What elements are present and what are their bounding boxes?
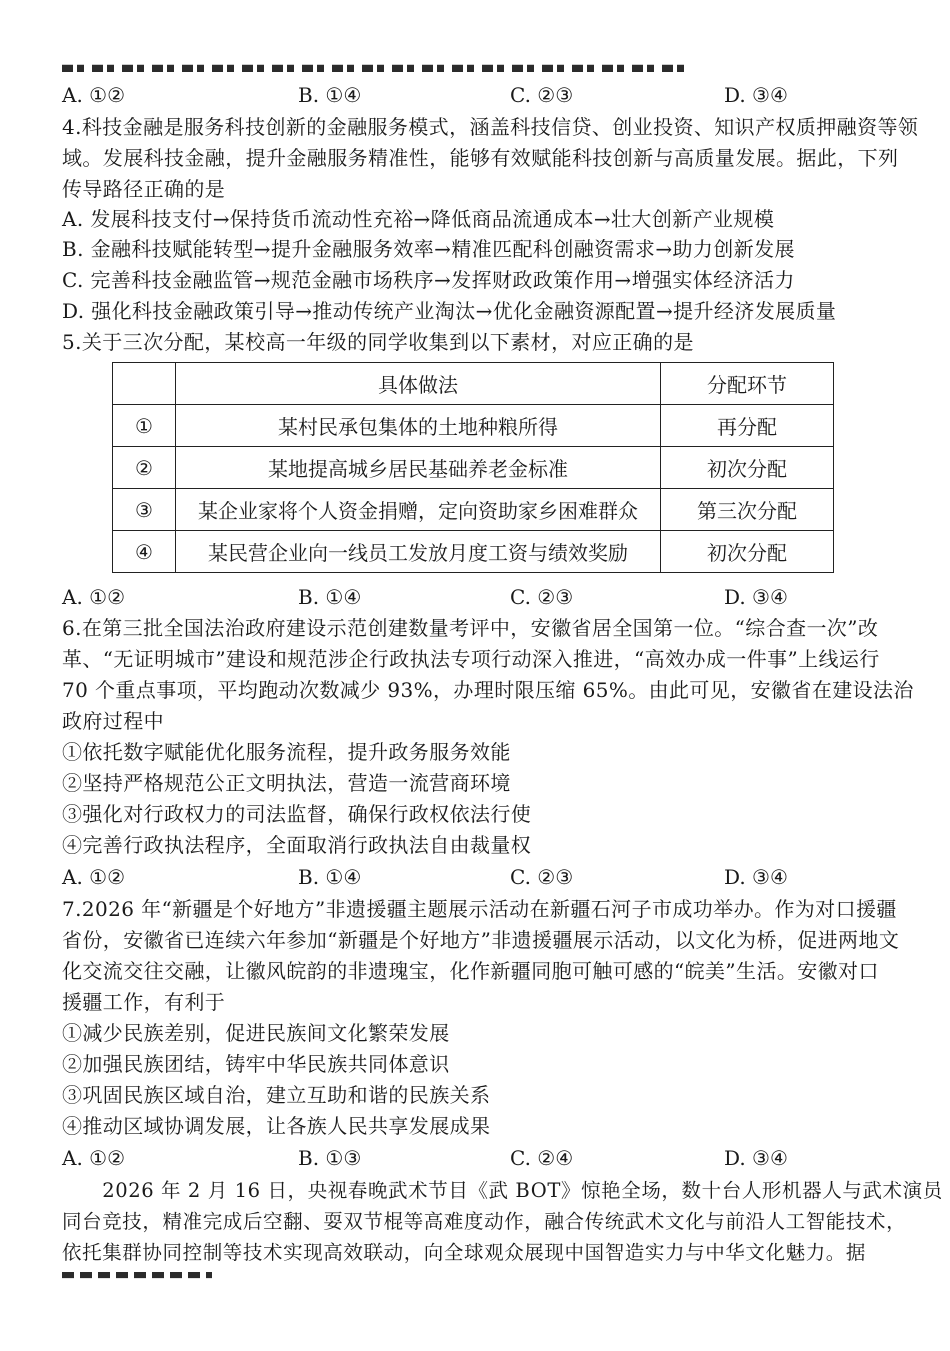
q6-stem-line: 革、“无证明城市”建设和规范涉企行政执法专项行动深入推进，“高效办成一件事”上线运行 — [62, 647, 880, 671]
q4-stem-line: 传导路径正确的是 — [62, 177, 226, 201]
q7-stem-line: 化交流交往交融，让徽风皖韵的非遗瑰宝，化作新疆同胞可触可感的“皖美”生活。安徽对口 — [62, 959, 879, 983]
option-d: D. ③④ — [724, 83, 788, 107]
table-header-row — [113, 363, 834, 405]
q4-stem-line: 域。发展科技金融，提升金融服务精准性，能够有效赋能科技创新与高质量发展。据此，下列 — [62, 146, 899, 170]
table-header-cell: 分配环节 — [661, 363, 834, 405]
table-cell: 某村民承包集体的土地种粮所得 — [176, 405, 661, 447]
table-cell: 第三次分配 — [661, 489, 834, 531]
passage-line: 依托集群协同控制等技术实现高效联动，向全球观众展现中国智造实力与中华文化魅力。据 — [62, 1241, 867, 1264]
table-row — [113, 531, 834, 573]
table-cell: 再分配 — [661, 405, 834, 447]
option-b: B. ①④ — [298, 83, 362, 107]
q5-options — [62, 582, 922, 612]
table-header-cell — [113, 363, 176, 405]
q7-item-3: ③巩固民族区域自治，建立互助和谐的民族关系 — [62, 1083, 491, 1107]
option-a: A. ①② — [62, 865, 126, 889]
table-cell: 初次分配 — [661, 531, 834, 573]
q7-item-2: ②加强民族团结，铸牢中华民族共同体意识 — [62, 1052, 450, 1076]
cropped-text-fragment — [62, 1272, 212, 1288]
passage-line: 同台竞技，精准完成后空翻、耍双节棍等高难度动作，融合传统武术文化与前沿人工智能技术， — [62, 1210, 907, 1233]
q7-stem-line: 省份，安徽省已连续六年参加“新疆是个好地方”非遗援疆展示活动，以文化为桥，促进两地文 — [62, 928, 900, 952]
distribution-table — [112, 362, 834, 573]
table-cell: 某民营企业向一线员工发放月度工资与绩效奖励 — [176, 531, 661, 573]
option-a: A. ①② — [62, 585, 126, 609]
q6-item-3: ③强化对行政权力的司法监督，确保行政权依法行使 — [62, 802, 532, 826]
table-row — [113, 489, 834, 531]
option-a: A. ①② — [62, 1146, 126, 1170]
q6-stem-line: 70 个重点事项，平均跑动次数减少 93%，办理时限压缩 65%。由此可见，安徽省在建设法治 — [62, 678, 914, 702]
option-d: D. ③④ — [724, 1146, 788, 1170]
q7-stem-line: 7.2026 年“新疆是个好地方”非遗援疆主题展示活动在新疆石河子市成功举办。作为对口援疆 — [62, 897, 897, 921]
option-d: D. ③④ — [724, 585, 788, 609]
option-c: C. ②③ — [510, 585, 574, 609]
option-b: B. ①④ — [298, 585, 362, 609]
table-row — [113, 405, 834, 447]
table-cell: 某企业家将个人资金捐赠，定向资助家乡困难群众 — [176, 489, 661, 531]
passage-line: 2026 年 2 月 16 日，央视春晚武术节目《武 BOT》惊艳全场，数十台人形机器人与武术演员 — [62, 1179, 943, 1202]
table-cell: ④ — [113, 531, 176, 573]
q6-stem-line: 政府过程中 — [62, 709, 164, 733]
table-cell: 初次分配 — [661, 447, 834, 489]
q4-choice-c: C. 完善科技金融监管→规范金融市场秩序→发挥财政政策作用→增强实体经济活力 — [62, 268, 795, 292]
option-a: A. ①② — [62, 83, 126, 107]
q4-stem-line: 4.科技金融是服务科技创新的金融服务模式，涵盖科技信贷、创业投资、知识产权质押融资等领 — [62, 115, 919, 139]
q4-choice-a: A. 发展科技支付→保持货币流动性充裕→降低商品流通成本→壮大创新产业规模 — [62, 207, 775, 231]
option-c: C. ②③ — [510, 83, 574, 107]
q7-item-4: ④推动区域协调发展，让各族人民共享发展成果 — [62, 1114, 491, 1138]
q6-item-1: ①依托数字赋能优化服务流程，提升政务服务效能 — [62, 740, 511, 764]
option-b: B. ①④ — [298, 865, 362, 889]
table-cell: ③ — [113, 489, 176, 531]
option-b: B. ①③ — [298, 1146, 362, 1170]
q6-options — [62, 862, 922, 892]
table-cell: ② — [113, 447, 176, 489]
q4-choice-d: D. 强化科技金融政策引导→推动传统产业淘汰→优化金融资源配置→提升经济发展质量 — [62, 299, 837, 323]
q6-stem-line: 6.在第三批全国法治政府建设示范创建数量考评中，安徽省居全国第一位。“综合查一次”改 — [62, 616, 879, 640]
option-c: C. ②③ — [510, 865, 574, 889]
table-row — [113, 447, 834, 489]
table-cell: ① — [113, 405, 176, 447]
option-c: C. ②④ — [510, 1146, 574, 1170]
table-cell: 某地提高城乡居民基础养老金标准 — [176, 447, 661, 489]
q6-item-2: ②坚持严格规范公正文明执法，营造一流营商环境 — [62, 771, 511, 795]
q7-item-1: ①减少民族差别，促进民族间文化繁荣发展 — [62, 1021, 450, 1045]
q7-stem-line: 援疆工作，有利于 — [62, 990, 226, 1014]
q3-options — [62, 80, 922, 110]
option-d: D. ③④ — [724, 865, 788, 889]
q5-stem: 5.关于三次分配，某校高一年级的同学收集到以下素材，对应正确的是 — [62, 330, 694, 354]
q4-choice-b: B. 金融科技赋能转型→提升金融服务效率→精准匹配科创融资需求→助力创新发展 — [62, 237, 795, 261]
q6-item-4: ④完善行政执法程序，全面取消行政执法自由裁量权 — [62, 833, 532, 857]
cropped-text-fragment — [62, 56, 692, 72]
q7-options — [62, 1143, 922, 1173]
table-header-cell: 具体做法 — [176, 363, 661, 405]
